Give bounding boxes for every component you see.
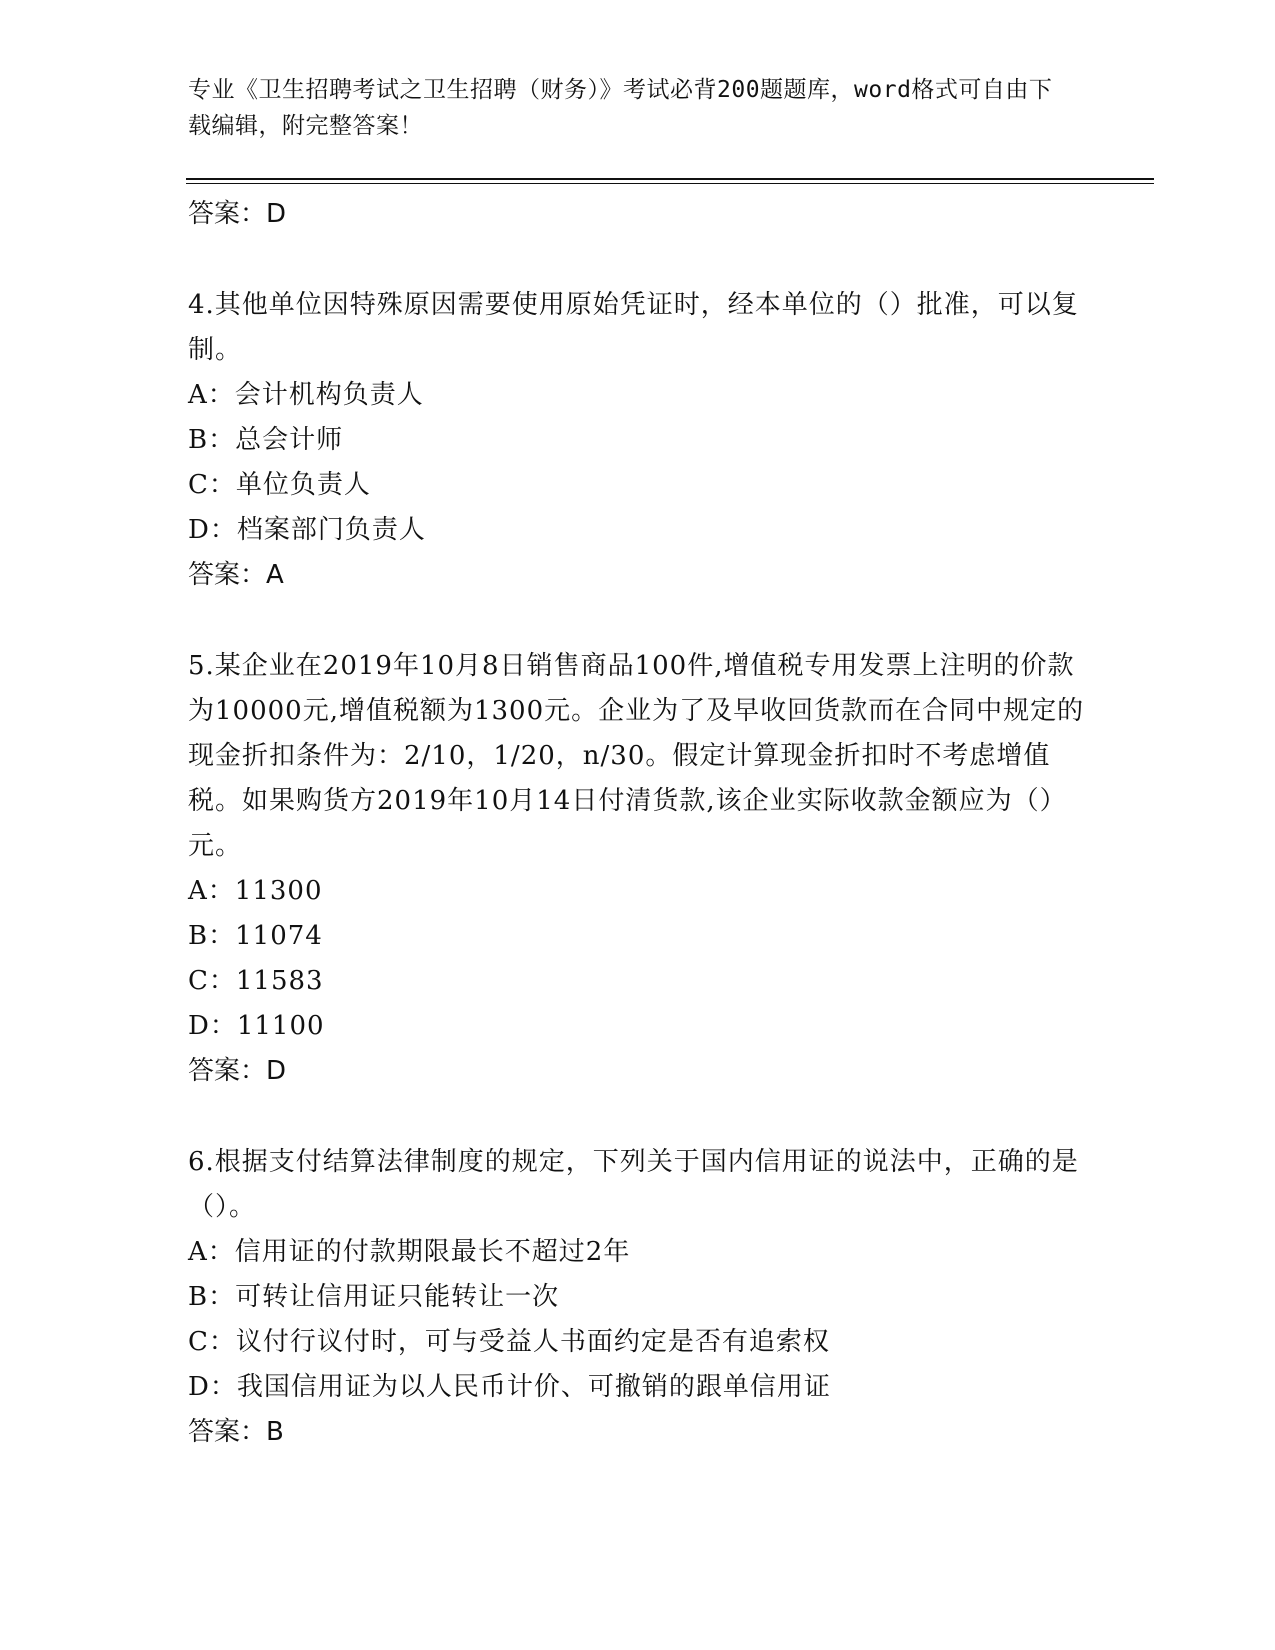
option-d: D：11100: [188, 1011, 325, 1041]
option-a: A：会计机构负责人: [188, 380, 424, 410]
question-list: [188, 192, 1088, 1454]
answer: 答案：D: [188, 1056, 287, 1086]
header-rule-thick: [186, 178, 1154, 180]
spacer: [188, 236, 1088, 283]
answer-prev: 答案：D: [188, 199, 287, 229]
option-b: B：可转让信用证只能转让一次: [188, 1282, 560, 1312]
spacer: [188, 597, 1088, 644]
question-4: [188, 283, 1088, 597]
option-b: B：总会计师: [188, 425, 344, 455]
spacer: [188, 1093, 1088, 1140]
document-header: 专业《卫生招聘考试之卫生招聘（财务）》考试必背200题题库，word格式可自由下载编辑，附完整答案！: [188, 77, 1053, 139]
question-text: 4.其他单位因特殊原因需要使用原始凭证时，经本单位的（）批准，可以复制。: [188, 290, 1079, 365]
option-a: A：信用证的付款期限最长不超过2年: [188, 1237, 631, 1267]
option-c: C：单位负责人: [188, 470, 371, 500]
question-text: 5.某企业在2019年10月8日销售商品100件,增值税专用发票上注明的价款为10000元,增值税额为1300元。企业为了及早收回货款而在合同中规定的现金折扣条件为：2/10，1/20，n/30。假定计算现金折扣时不考虑增值税。如果购货方2019年10月14日付清货款,该企业实际收款金额应为（）元。: [188, 651, 1085, 861]
question-6: [188, 1140, 1088, 1454]
answer: 答案：A: [188, 560, 284, 590]
option-b: B：11074: [188, 921, 323, 951]
header-rule-thin: [186, 183, 1154, 184]
question-5: [188, 644, 1088, 1093]
option-d: D：我国信用证为以人民币计价、可撤销的跟单信用证: [188, 1372, 831, 1402]
option-c: C：议付行议付时，可与受益人书面约定是否有追索权: [188, 1327, 830, 1357]
question-text: 6.根据支付结算法律制度的规定，下列关于国内信用证的说法中，正确的是（）。: [188, 1147, 1079, 1222]
option-c: C：11583: [188, 966, 324, 996]
answer: 答案：B: [188, 1417, 284, 1447]
option-a: A：11300: [188, 876, 323, 906]
option-d: D：档案部门负责人: [188, 515, 426, 545]
